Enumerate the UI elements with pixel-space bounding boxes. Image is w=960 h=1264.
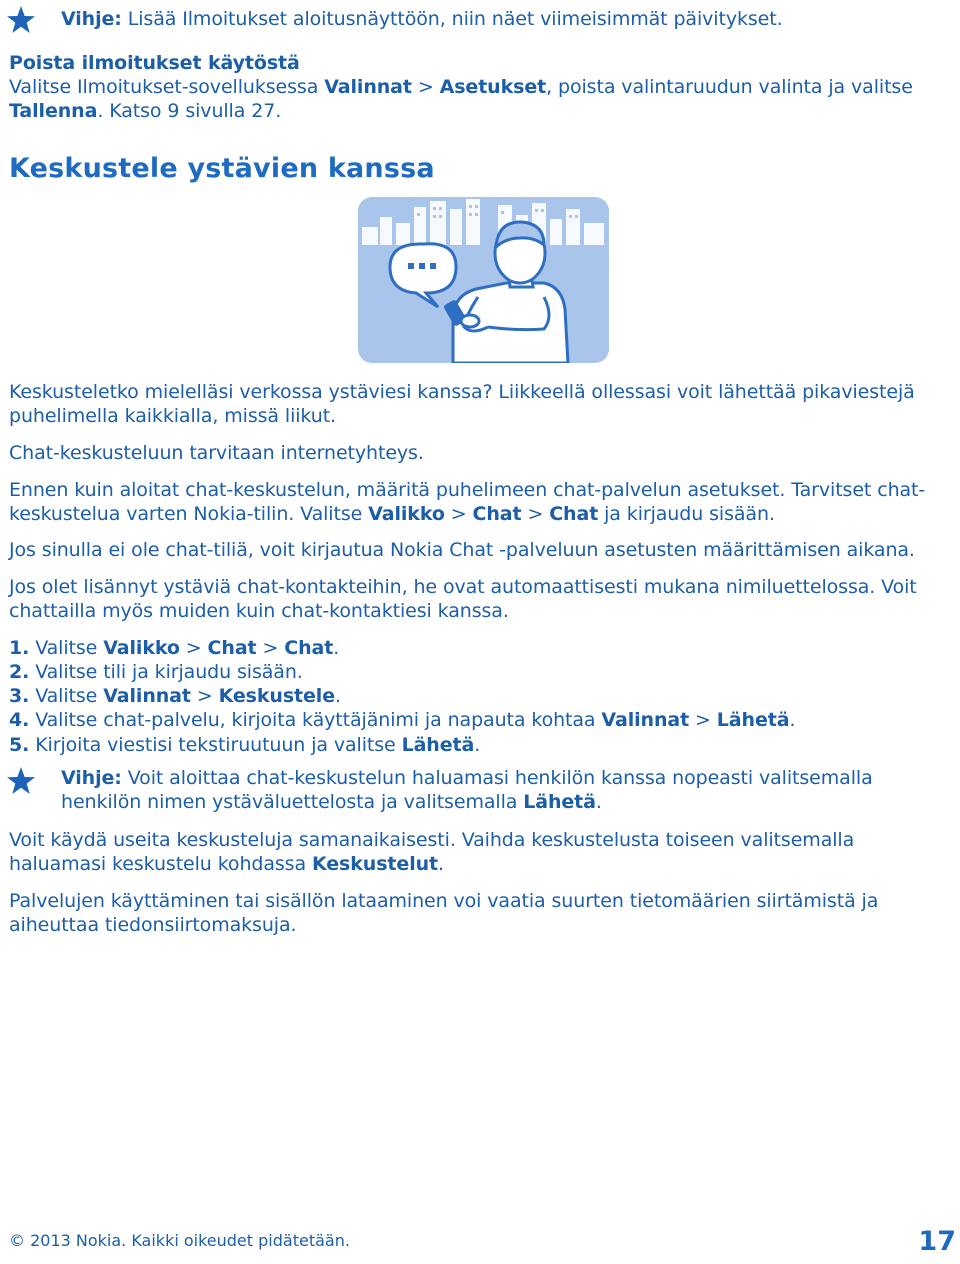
menu-term: Valikko <box>103 637 180 659</box>
text-run: Valitse <box>29 637 104 659</box>
step-number: 3. <box>9 685 30 707</box>
star-icon <box>6 5 36 35</box>
tip-text <box>61 7 952 31</box>
text-run: . <box>438 853 444 875</box>
intro-paragraph: Keskusteletko mielelläsi verkossa ystäviesi kanssa? Liikkeellä ollessasi voit lähettää pikaviestejä puhelimella kaikkialla, missä liikut. <box>9 381 915 427</box>
contacts-paragraph: Jos olet lisännyt ystäviä chat-kontakteihin, he ovat automaattisesti mukana nimiluettelossa. Voit chattailla myös muiden kuin chat-kontaktiesi kanssa. <box>9 576 917 622</box>
step-4 <box>9 708 952 732</box>
page-number: 17 <box>918 1226 956 1257</box>
step-number: 5. <box>9 734 30 756</box>
text-run: Voit käydä useita keskusteluja samanaikaisesti. Vaihda keskustelusta toiseen valitsemalla haluamasi keskustelu kohdassa <box>9 829 855 875</box>
text-run: > <box>444 503 473 525</box>
text-run: , poista valintaruudun valinta ja valitse <box>546 76 913 98</box>
tip-body: Lisää Ilmoitukset aloitusnäyttöön, niin näet viimeisimmät päivitykset. <box>121 8 783 30</box>
star-icon <box>6 766 36 796</box>
text-run: Valitse Ilmoitukset-sovelluksessa <box>9 76 325 98</box>
text-run: > <box>190 685 219 707</box>
text-run: . <box>335 685 341 707</box>
step-2 <box>9 660 952 684</box>
text-run: . <box>595 791 602 813</box>
no-account-paragraph: Jos sinulla ei ole chat-tiliä, voit kirjautua Nokia Chat -palveluun asetusten määrittämisen aikana. <box>9 539 915 561</box>
step-3 <box>9 684 952 708</box>
text-run: ja kirjaudu sisään. <box>598 503 775 525</box>
text-run: . <box>333 637 340 659</box>
menu-term: Chat <box>472 503 522 525</box>
multiple-chats-paragraph <box>9 828 952 876</box>
person-chatting-illustration <box>358 197 609 363</box>
menu-term: Lähetä <box>401 734 475 756</box>
text-run: . <box>474 734 481 756</box>
menu-term: Tallenna <box>9 100 98 122</box>
step-number: 2. <box>9 661 30 683</box>
menu-term: Chat <box>549 503 599 525</box>
section-heading: Poista ilmoitukset käytöstä <box>9 52 300 74</box>
page-reference: . Katso 9 sivulla 27. <box>97 100 282 122</box>
menu-term: Valinnat <box>324 76 412 98</box>
setup-paragraph <box>9 478 952 526</box>
text-run: > <box>411 76 440 98</box>
data-costs-paragraph: Palvelujen käyttäminen tai sisällön lataaminen voi vaatia suurten tietomäärien siirtämistä ja aiheuttaa tiedonsiirtomaksuja. <box>9 890 879 936</box>
menu-term: Chat <box>207 637 257 659</box>
text-run: Valitse <box>29 685 104 707</box>
step-number: 4. <box>9 709 30 731</box>
text-run: > <box>689 709 717 731</box>
menu-term: Lähetä <box>716 709 790 731</box>
menu-term: Keskustele <box>218 685 336 707</box>
tip-body: Voit aloittaa chat-keskustelun haluamasi henkilön kanssa nopeasti valitsemalla henkilön nimen ystäväluettelosta ja valitsemalla <box>61 767 873 813</box>
menu-term: Asetukset <box>439 76 547 98</box>
menu-term: Valinnat <box>103 685 191 707</box>
menu-term: Chat <box>284 637 334 659</box>
text-run: > <box>521 503 550 525</box>
text-run: Kirjoita viestisi tekstiruutuun ja valitse <box>29 734 402 756</box>
page-title: Keskustele ystävien kanssa <box>9 153 435 184</box>
menu-term: Valikko <box>368 503 445 525</box>
text-run: Valitse chat-palvelu, kirjoita käyttäjänimi ja napauta kohtaa <box>29 709 602 731</box>
copyright-notice: © 2013 Nokia. Kaikki oikeudet pidätetään. <box>9 1231 350 1250</box>
step-5 <box>9 733 952 757</box>
text-run: Valitse tili ja kirjaudu sisään. <box>29 661 303 683</box>
text-run: Ennen kuin aloitat chat-keskustelun, määritä puhelimeen chat-palvelun asetukset. Tarvitset chat-keskustelua varten Nokia-tilin. Valitse <box>9 479 926 525</box>
step-number: 1. <box>9 637 30 659</box>
tip-text <box>61 766 952 814</box>
tip-label: Vihje: <box>61 8 122 30</box>
text-run: . <box>789 709 796 731</box>
text-run: > <box>256 637 285 659</box>
menu-term: Lähetä <box>523 791 596 813</box>
menu-term: Keskustelut <box>311 853 439 875</box>
internet-requirement-paragraph: Chat-keskusteluun tarvitaan internetyhteys. <box>9 442 424 464</box>
tip-label: Vihje: <box>61 767 122 789</box>
menu-term: Valinnat <box>601 709 690 731</box>
text-run: > <box>179 637 208 659</box>
remove-notifications-paragraph <box>9 75 952 123</box>
step-1 <box>9 636 952 660</box>
